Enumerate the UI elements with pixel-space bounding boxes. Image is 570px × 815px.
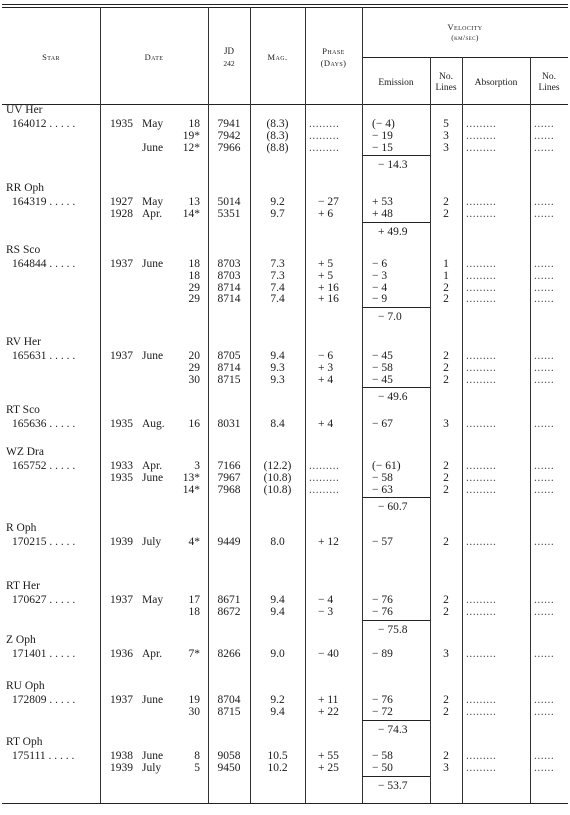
obs-emission: − 58	[372, 750, 393, 762]
obs-mag: (10.8)	[263, 471, 292, 484]
obs-mag: 7.3	[270, 269, 285, 282]
obs-jd: 7166	[217, 460, 241, 472]
obs-day: 18	[188, 258, 200, 270]
mean-rule	[362, 720, 430, 721]
obs-jd: 8671	[217, 594, 241, 606]
obs-jd: 5351	[217, 207, 241, 220]
header-emission: Emission	[378, 78, 414, 88]
obs-emission: − 15	[372, 141, 393, 154]
star-hd: 164012 . . . . .	[12, 118, 76, 130]
obs-em-lines: 2	[443, 483, 449, 496]
obs-ab-lines-dots: ......	[534, 118, 555, 130]
obs-jd: 9450	[217, 761, 241, 774]
mean-velocity: − 75.8	[378, 623, 408, 636]
obs-phase: + 4	[318, 373, 334, 386]
obs-phase: − 27	[318, 196, 339, 208]
obs-jd: 8705	[217, 350, 241, 362]
star-name: WZ Dra	[6, 446, 44, 458]
obs-emission: − 63	[372, 483, 393, 496]
obs-absorption-dots: .........	[466, 648, 497, 660]
star-hd: 165636 . . . . .	[12, 418, 76, 430]
obs-year: 1928	[110, 207, 133, 220]
obs-ab-lines-dots: ......	[534, 361, 555, 374]
obs-em-lines: 2	[443, 196, 449, 208]
obs-em-lines: 3	[443, 141, 449, 154]
obs-year: 1935	[110, 471, 133, 484]
obs-jd: 8704	[217, 694, 241, 706]
obs-jd: 8714	[217, 281, 241, 294]
obs-jd: 9449	[217, 536, 241, 548]
obs-phase: + 4	[318, 418, 334, 430]
obs-phase: + 55	[318, 750, 339, 762]
obs-day: 19*	[182, 129, 200, 142]
header-mag: Mag.	[267, 52, 288, 62]
obs-emission: − 45	[372, 373, 393, 386]
star-hd: 164844 . . . . .	[12, 258, 76, 270]
obs-absorption-dots: .........	[466, 705, 497, 718]
obs-year: 1935	[110, 418, 133, 430]
obs-absorption-dots: .........	[466, 361, 497, 374]
obs-emission: + 48	[372, 207, 393, 220]
obs-mag: (10.8)	[263, 483, 292, 496]
obs-mag: (8.8)	[266, 141, 289, 154]
obs-phase: + 22	[318, 705, 339, 718]
obs-phase: + 5	[318, 269, 334, 282]
obs-absorption-dots: .........	[466, 118, 497, 130]
obs-absorption-dots: .........	[466, 750, 497, 762]
mean-velocity: − 53.7	[378, 779, 408, 792]
obs-year: 1939	[110, 761, 133, 774]
star-name: RT Sco	[6, 404, 40, 416]
obs-month: July	[142, 761, 162, 774]
obs-absorption-dots: .........	[466, 536, 497, 548]
star-name: UV Her	[6, 104, 43, 116]
star-name: RR Oph	[6, 182, 45, 194]
obs-month: May	[142, 196, 164, 208]
obs-emission: − 50	[372, 761, 393, 774]
mean-velocity: − 60.7	[378, 501, 408, 514]
obs-mag: 9.4	[270, 605, 285, 618]
obs-emission: − 67	[372, 418, 393, 430]
obs-phase: + 3	[318, 361, 334, 374]
star-name: RS Sco	[6, 244, 41, 256]
obs-em-lines: 2	[443, 460, 449, 472]
obs-emission: − 4	[372, 281, 388, 294]
col-rule-4	[305, 7, 306, 803]
obs-absorption-dots: .........	[466, 269, 497, 282]
obs-phase: − 3	[318, 605, 334, 618]
obs-jd: 8672	[217, 605, 241, 618]
obs-mag: 9.2	[270, 694, 285, 706]
obs-ab-lines-dots: ......	[534, 761, 555, 774]
star-hd: 164319 . . . . .	[12, 196, 76, 208]
obs-emission: (− 61)	[372, 460, 401, 472]
obs-year: 1933	[110, 460, 133, 472]
obs-em-lines: 2	[443, 293, 449, 306]
obs-ab-lines-dots: ......	[534, 293, 555, 306]
mean-velocity: − 74.3	[378, 723, 408, 736]
obs-em-lines: 1	[443, 258, 449, 270]
col-rule-3	[250, 7, 251, 803]
obs-mag: 9.7	[270, 207, 285, 220]
obs-day: 30	[188, 373, 200, 386]
star-hd: 165752 . . . . .	[12, 460, 76, 472]
star-hd: 175111 . . . . .	[12, 750, 75, 762]
obs-absorption-dots: .........	[466, 129, 497, 142]
obs-ab-lines-dots: ......	[534, 483, 555, 496]
obs-ab-lines-dots: ......	[534, 471, 555, 484]
obs-mag: 9.2	[270, 196, 285, 208]
obs-absorption-dots: .........	[466, 350, 497, 362]
obs-day: 7*	[188, 648, 200, 660]
obs-jd: 8703	[217, 269, 241, 282]
obs-em-lines: 2	[443, 750, 449, 762]
obs-ab-lines-dots: ......	[534, 694, 555, 706]
obs-em-lines: 2	[443, 281, 449, 294]
obs-absorption-dots: .........	[466, 418, 497, 430]
obs-phase-dots: .........	[309, 129, 340, 142]
obs-month: June	[142, 694, 164, 706]
obs-month: Apr.	[142, 207, 163, 220]
obs-em-lines: 2	[443, 536, 449, 548]
obs-absorption-dots: .........	[466, 281, 497, 294]
obs-ab-lines-dots: ......	[534, 281, 555, 294]
obs-ab-lines-dots: ......	[534, 196, 555, 208]
obs-jd: 8703	[217, 258, 241, 270]
obs-absorption-dots: .........	[466, 594, 497, 606]
header-date: Date	[144, 52, 164, 62]
obs-mag: 9.4	[270, 350, 285, 362]
obs-ab-lines-dots: ......	[534, 705, 555, 718]
obs-absorption-dots: .........	[466, 483, 497, 496]
obs-phase: + 11	[318, 694, 339, 706]
obs-day: 8	[194, 750, 200, 762]
obs-emission: − 19	[372, 129, 393, 142]
header-star: Star	[42, 52, 60, 62]
star-hd: 170627 . . . . .	[12, 594, 76, 606]
obs-phase-dots: .........	[309, 460, 340, 472]
obs-mag: (12.2)	[263, 460, 292, 472]
obs-year: 1937	[110, 258, 133, 270]
mean-rule	[362, 307, 430, 308]
obs-year: 1938	[110, 750, 133, 762]
star-name: RV Her	[6, 336, 41, 348]
obs-jd: 7942	[217, 129, 241, 142]
obs-year: 1937	[110, 350, 133, 362]
obs-ab-lines-dots: ......	[534, 418, 555, 430]
obs-ab-lines-dots: ......	[534, 536, 555, 548]
obs-day: 20	[188, 350, 200, 362]
obs-day: 4*	[188, 536, 200, 548]
bottom-rule	[2, 803, 568, 804]
obs-emission: − 58	[372, 471, 393, 484]
obs-absorption-dots: .........	[466, 471, 497, 484]
obs-absorption-dots: .........	[466, 141, 497, 154]
obs-em-lines: 3	[443, 761, 449, 774]
col-rule-5	[362, 7, 363, 803]
obs-absorption-dots: .........	[466, 258, 497, 270]
obs-mag: 10.5	[267, 750, 288, 762]
mean-velocity: − 14.3	[378, 159, 408, 172]
col-rule-7	[462, 57, 463, 803]
obs-em-lines: 3	[443, 648, 449, 660]
obs-phase: − 6	[318, 350, 334, 362]
obs-day: 18	[188, 118, 200, 130]
header-velocity-unit: (km/sec)	[451, 33, 479, 42]
obs-day: 18	[188, 269, 200, 282]
obs-emission: − 9	[372, 293, 388, 306]
obs-emission: − 76	[372, 694, 393, 706]
obs-phase: + 12	[318, 536, 339, 548]
star-hd: 171401 . . . . .	[12, 648, 76, 660]
star-hd: 172809 . . . . .	[12, 694, 76, 706]
obs-em-lines: 5	[443, 118, 449, 130]
header-em-lines-2: Lines	[435, 83, 457, 93]
obs-absorption-dots: .........	[466, 373, 497, 386]
obs-jd: 8715	[217, 705, 241, 718]
obs-phase-dots: .........	[309, 471, 340, 484]
obs-emission: − 76	[372, 594, 393, 606]
obs-jd: 8266	[217, 648, 241, 660]
obs-jd: 8714	[217, 361, 241, 374]
obs-year: 1939	[110, 536, 133, 548]
star-hd: 170215 . . . . .	[12, 536, 76, 548]
obs-mag: 7.4	[270, 293, 285, 306]
header-jd-sub: 242	[223, 59, 235, 68]
obs-jd: 5014	[217, 196, 241, 208]
obs-day: 13*	[182, 471, 200, 484]
obs-day: 30	[188, 705, 200, 718]
col-rule-8	[530, 57, 531, 803]
obs-jd: 8031	[217, 418, 241, 430]
obs-phase: + 5	[318, 258, 334, 270]
header-phase: Phase	[322, 46, 345, 56]
obs-em-lines: 2	[443, 694, 449, 706]
obs-emission: − 3	[372, 269, 388, 282]
obs-em-lines: 2	[443, 350, 449, 362]
obs-em-lines: 1	[443, 269, 449, 282]
obs-em-lines: 3	[443, 129, 449, 142]
obs-month: July	[142, 536, 162, 548]
obs-mag: 7.4	[270, 281, 285, 294]
obs-month: June	[142, 258, 164, 270]
obs-phase-dots: .........	[309, 118, 340, 130]
mean-velocity: − 49.6	[378, 391, 408, 404]
obs-absorption-dots: .........	[466, 293, 497, 306]
obs-em-lines: 2	[443, 705, 449, 718]
obs-phase: − 40	[318, 648, 339, 660]
obs-absorption-dots: .........	[466, 761, 497, 774]
obs-day: 13	[188, 196, 200, 208]
obs-emission: − 89	[372, 648, 393, 660]
top-rule	[2, 4, 568, 5]
obs-day: 29	[188, 293, 200, 306]
obs-jd: 7968	[217, 483, 241, 496]
mean-velocity: + 49.9	[378, 225, 408, 238]
header-jd: JD	[223, 46, 234, 56]
obs-month: June	[142, 141, 164, 154]
mean-rule	[362, 776, 430, 777]
obs-month: May	[142, 594, 164, 606]
obs-ab-lines-dots: ......	[534, 207, 555, 220]
obs-mag: 7.3	[270, 258, 285, 270]
obs-mag: 9.4	[270, 705, 285, 718]
obs-day: 17	[188, 594, 200, 606]
obs-year: 1935	[110, 118, 133, 130]
obs-year: 1936	[110, 648, 133, 660]
obs-phase: + 6	[318, 207, 334, 220]
obs-month: June	[142, 471, 164, 484]
obs-em-lines: 2	[443, 605, 449, 618]
header-phase-unit: (Days)	[320, 58, 347, 68]
top-rule-2	[2, 7, 568, 8]
obs-day: 14*	[182, 483, 200, 496]
obs-em-lines: 2	[443, 373, 449, 386]
mean-rule	[362, 155, 430, 156]
obs-phase-dots: .........	[309, 141, 340, 154]
header-absorption: Absorption	[474, 78, 518, 88]
obs-jd: 8715	[217, 373, 241, 386]
obs-mag: (8.3)	[266, 118, 289, 130]
obs-ab-lines-dots: ......	[534, 373, 555, 386]
obs-mag: 9.3	[270, 373, 285, 386]
obs-day: 5	[194, 761, 200, 774]
obs-ab-lines-dots: ......	[534, 605, 555, 618]
obs-month: Aug.	[142, 418, 165, 430]
obs-emission: − 57	[372, 536, 393, 548]
star-name: RU Oph	[6, 680, 45, 692]
header-ab-lines-2: Lines	[538, 83, 560, 93]
obs-day: 19	[188, 694, 200, 706]
obs-mag: 9.4	[270, 594, 285, 606]
obs-month: Apr.	[142, 460, 163, 472]
obs-absorption-dots: .........	[466, 196, 497, 208]
star-hd: 165631 . . . . .	[12, 350, 76, 362]
obs-ab-lines-dots: ......	[534, 750, 555, 762]
obs-jd: 7967	[217, 471, 241, 484]
header-ab-lines-1: No.	[542, 72, 556, 82]
obs-month: June	[142, 750, 164, 762]
obs-mag: 8.0	[270, 536, 285, 548]
obs-mag: 9.0	[270, 648, 285, 660]
obs-jd: 8714	[217, 293, 241, 306]
obs-jd: 7941	[217, 118, 241, 130]
obs-ab-lines-dots: ......	[534, 258, 555, 270]
obs-ab-lines-dots: ......	[534, 460, 555, 472]
obs-year: 1937	[110, 694, 133, 706]
obs-em-lines: 2	[443, 471, 449, 484]
obs-emission: (− 4)	[372, 118, 395, 130]
obs-emission: − 72	[372, 705, 393, 718]
obs-em-lines: 2	[443, 361, 449, 374]
obs-month: June	[142, 350, 164, 362]
obs-ab-lines-dots: ......	[534, 269, 555, 282]
obs-day: 14*	[182, 207, 200, 220]
obs-em-lines: 2	[443, 207, 449, 220]
mean-rule	[362, 620, 430, 621]
mean-rule	[362, 222, 430, 223]
obs-day: 29	[188, 281, 200, 294]
obs-absorption-dots: .........	[466, 694, 497, 706]
obs-day: 16	[188, 418, 200, 430]
obs-mag: 10.2	[267, 761, 288, 774]
mean-velocity: − 7.0	[378, 311, 402, 324]
obs-ab-lines-dots: ......	[534, 129, 555, 142]
obs-absorption-dots: .........	[466, 605, 497, 618]
obs-mag: 8.4	[270, 418, 285, 430]
obs-emission: + 53	[372, 196, 393, 208]
obs-jd: 7966	[217, 141, 241, 154]
obs-day: 12*	[182, 141, 200, 154]
obs-ab-lines-dots: ......	[534, 350, 555, 362]
obs-day: 18	[188, 605, 200, 618]
obs-jd: 9058	[217, 750, 241, 762]
obs-emission: − 58	[372, 361, 393, 374]
star-name: RT Oph	[6, 736, 43, 748]
obs-month: Apr.	[142, 648, 163, 660]
obs-absorption-dots: .........	[466, 207, 497, 220]
obs-ab-lines-dots: ......	[534, 594, 555, 606]
header-velocity: Velocity	[447, 22, 483, 32]
obs-emission: − 6	[372, 258, 388, 270]
obs-phase: + 16	[318, 293, 339, 306]
star-name: Z Oph	[6, 634, 36, 646]
obs-day: 29	[188, 361, 200, 374]
obs-phase: + 16	[318, 281, 339, 294]
obs-year: 1937	[110, 594, 133, 606]
obs-month: May	[142, 118, 164, 130]
obs-ab-lines-dots: ......	[534, 648, 555, 660]
obs-phase: − 4	[318, 594, 334, 606]
col-rule-2	[208, 7, 209, 803]
star-name: R Oph	[6, 522, 37, 534]
obs-day: 3	[194, 460, 200, 472]
obs-mag: 9.3	[270, 361, 285, 374]
obs-phase: + 25	[318, 761, 339, 774]
star-name: RT Her	[6, 580, 40, 592]
obs-emission: − 76	[372, 605, 393, 618]
obs-em-lines: 2	[443, 594, 449, 606]
obs-year: 1927	[110, 196, 133, 208]
mean-rule	[362, 387, 430, 388]
mean-rule	[362, 497, 430, 498]
obs-absorption-dots: .........	[466, 460, 497, 472]
obs-phase-dots: .........	[309, 483, 340, 496]
obs-emission: − 45	[372, 350, 393, 362]
header-em-lines-1: No.	[439, 72, 453, 82]
obs-ab-lines-dots: ......	[534, 141, 555, 154]
obs-em-lines: 3	[443, 418, 449, 430]
obs-mag: (8.3)	[266, 129, 289, 142]
velocity-rule	[362, 57, 568, 58]
